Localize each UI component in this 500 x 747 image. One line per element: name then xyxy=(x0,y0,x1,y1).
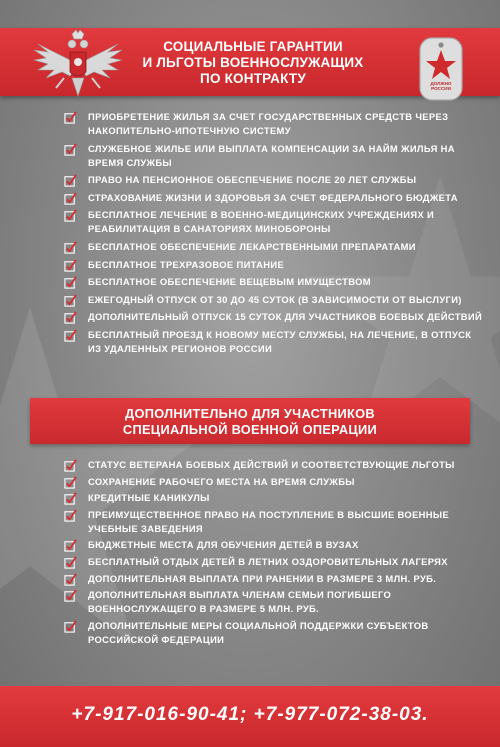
list-item xyxy=(64,173,484,187)
star-dog-tag-icon xyxy=(418,34,464,104)
list-item xyxy=(64,572,484,586)
extra-benefit-text: ПРЕИМУЩЕСТВЕННОЕ ПРАВО НА ПОСТУПЛЕНИЕ В ВЫСШИЕ ВОЕННЫЕ УЧЕБНЫЕ ЗАВЕДЕНИЯ xyxy=(88,508,450,534)
benefit-text: СЛУЖЕБНОЕ ЖИЛЬЕ ИЛИ ВЫПЛАТА КОМПЕНСАЦИИ ЗА НАЙМ ЖИЛЬЯ НА ВРЕМЯ СЛУЖБЫ xyxy=(88,142,455,168)
benefits-list xyxy=(64,110,484,360)
extra-benefits-list xyxy=(64,458,484,649)
list-item xyxy=(64,619,484,647)
checkbox-check-icon xyxy=(64,259,77,272)
benefit-text: БЕСПЛАТНОЕ ОБЕСПЕЧЕНИЕ ВЕЩЕВЫМ ИМУЩЕСТВОМ xyxy=(88,276,371,288)
checkbox-check-icon xyxy=(64,556,77,569)
list-item xyxy=(64,208,484,236)
checkbox-check-icon xyxy=(64,329,77,342)
extra-benefit-text: ДОПОЛНИТЕЛЬНЫЕ МЕРЫ СОЦИАЛЬНОЙ ПОДДЕРЖКИ СУБЪЕКТОВ РОССИЙСКОЙ ФЕДЕРАЦИИ xyxy=(88,619,429,645)
extra-benefit-text: БЕСПЛАТНЫЙ ОТДЫХ ДЕТЕЙ В ЛЕТНИХ ОЗДОРОВИТЕЛЬНЫХ ЛАГЕРЯХ xyxy=(88,555,448,567)
benefit-text: ПРАВО НА ПЕНСИОННОЕ ОБЕСПЕЧЕНИЕ ПОСЛЕ 20 ЛЕТ СЛУЖБЫ xyxy=(88,174,417,186)
badge-text xyxy=(418,81,464,91)
eagle-emblem-icon xyxy=(30,26,126,108)
checkbox-check-icon xyxy=(64,174,77,187)
extra-benefit-text: СОХРАНЕНИЕ РАБОЧЕГО МЕСТА НА ВРЕМЯ СЛУЖБЫ xyxy=(88,475,355,487)
list-item xyxy=(64,258,484,272)
list-item xyxy=(64,458,484,472)
benefit-text: БЕСПЛАТНЫЙ ПРОЕЗД К НОВОМУ МЕСТУ СЛУЖБЫ, НА ЛЕЧЕНИЕ, В ОТПУСК ИЗ УДАЛЕННЫХ РЕГИОНОВ РОССИИ xyxy=(88,328,472,354)
checkbox-check-icon xyxy=(64,276,77,289)
benefit-text: ПРИОБРЕТЕНИЕ ЖИЛЬЯ ЗА СЧЕТ ГОСУДАРСТВЕННЫХ СРЕДСТВ ЧЕРЕЗ НАКОПИТЕЛЬНО-ИПОТЕЧНУЮ СИСТЕМУ xyxy=(88,111,449,136)
list-item xyxy=(64,328,484,356)
list-item xyxy=(64,555,484,569)
checkbox-check-icon xyxy=(64,294,77,307)
contact-phones: +7-917-016-90-41; +7-977-072-38-03. xyxy=(71,704,429,725)
list-item xyxy=(64,142,484,170)
badge-text-line: ДОЛЖНО xyxy=(430,81,452,86)
header-title-line: ПО КОНТРАКТУ xyxy=(200,71,306,86)
extra-benefit-text: БЮДЖЕТНЫЕ МЕСТА ДЛЯ ОБУЧЕНИЯ ДЕТЕЙ В ВУЗАХ xyxy=(88,539,359,551)
extra-benefit-text: СТАТУС ВЕТЕРАНА БОЕВЫХ ДЕЙСТВИЙ И СООТВЕТСТВУЮЩИЕ ЛЬГОТЫ xyxy=(88,459,455,470)
checkbox-check-icon xyxy=(64,241,77,254)
section-title xyxy=(30,406,470,438)
checkbox-check-icon xyxy=(64,111,77,124)
header-title xyxy=(128,39,378,87)
dog-tag-badge xyxy=(418,34,464,104)
list-item xyxy=(64,491,484,505)
checkbox-check-icon xyxy=(64,492,77,505)
checkbox-check-icon xyxy=(64,589,77,602)
header-title-line: И ЛЬГОТЫ ВОЕННОСЛУЖАЩИХ xyxy=(142,55,364,70)
list-item xyxy=(64,293,484,307)
benefit-text: ЕЖЕГОДНЫЙ ОТПУСК ОТ 30 ДО 45 СУТОК (В ЗАВИСИМОСТИ ОТ ВЫСЛУГИ) xyxy=(88,293,462,305)
list-item xyxy=(64,310,484,324)
list-item xyxy=(64,588,484,616)
benefit-text: БЕСПЛАТНОЕ ЛЕЧЕНИЕ В ВОЕННО-МЕДИЦИНСКИХ УЧРЕЖДЕНИЯХ И РЕАБИЛИТАЦИЯ В САНАТОРИЯХ МИНОБОРОНЫ xyxy=(88,209,435,235)
benefit-text: БЕСПЛАТНОЕ ТРЕХРАЗОВОЕ ПИТАНИЕ xyxy=(88,258,285,270)
section-title-line: ДОПОЛНИТЕЛЬНО ДЛЯ УЧАСТНИКОВ xyxy=(125,406,375,421)
list-item xyxy=(64,475,484,489)
checkbox-check-icon xyxy=(64,192,77,205)
benefit-text: БЕСПЛАТНОЕ ОБЕСПЕЧЕНИЕ ЛЕКАРСТВЕННЫМИ ПРЕПАРАТАМИ xyxy=(88,240,416,252)
badge-text-line: РОССИИ xyxy=(431,86,451,92)
benefit-text: ДОПОЛНИТЕЛЬНЫЙ ОТПУСК 15 СУТОК ДЛЯ УЧАСТНИКОВ БОЕВЫХ ДЕЙСТВИЙ xyxy=(88,311,483,323)
list-item xyxy=(64,240,484,254)
checkbox-check-icon xyxy=(64,620,77,633)
section-title-line: СПЕЦИАЛЬНОЙ ВОЕННОЙ ОПЕРАЦИИ xyxy=(122,422,378,437)
list-item xyxy=(64,191,484,205)
benefit-text: СТРАХОВАНИЕ ЖИЗНИ И ЗДОРОВЬЯ ЗА СЧЕТ ФЕДЕРАЛЬНОГО БЮДЖЕТА xyxy=(88,191,458,203)
extra-benefit-text: ДОПОЛНИТЕЛЬНАЯ ВЫПЛАТА ПРИ РАНЕНИИ В РАЗМЕРЕ 3 МЛН. РУБ. xyxy=(88,572,437,584)
checkbox-check-icon xyxy=(64,509,77,522)
section-banner xyxy=(30,398,470,444)
checkbox-check-icon xyxy=(64,476,77,489)
checkbox-check-icon xyxy=(64,459,77,472)
list-item xyxy=(64,538,484,552)
list-item xyxy=(64,110,484,138)
list-item xyxy=(64,275,484,289)
checkbox-check-icon xyxy=(64,143,77,156)
extra-benefit-text: ДОПОЛНИТЕЛЬНАЯ ВЫПЛАТА ЧЛЕНАМ СЕМЬИ ПОГИБШЕГО ВОЕННОСЛУЖАЩЕГО В РАЗМЕРЕ 5 МЛН. РУБ. xyxy=(88,589,392,615)
checkbox-check-icon xyxy=(64,539,77,552)
checkbox-check-icon xyxy=(64,311,77,324)
extra-benefit-text: КРЕДИТНЫЕ КАНИКУЛЫ xyxy=(88,492,210,504)
checkbox-check-icon xyxy=(64,573,77,586)
footer-banner xyxy=(0,686,500,747)
header-title-line: СОЦИАЛЬНЫЕ ГАРАНТИИ xyxy=(163,39,343,54)
list-item xyxy=(64,508,484,536)
checkbox-check-icon xyxy=(64,209,77,222)
